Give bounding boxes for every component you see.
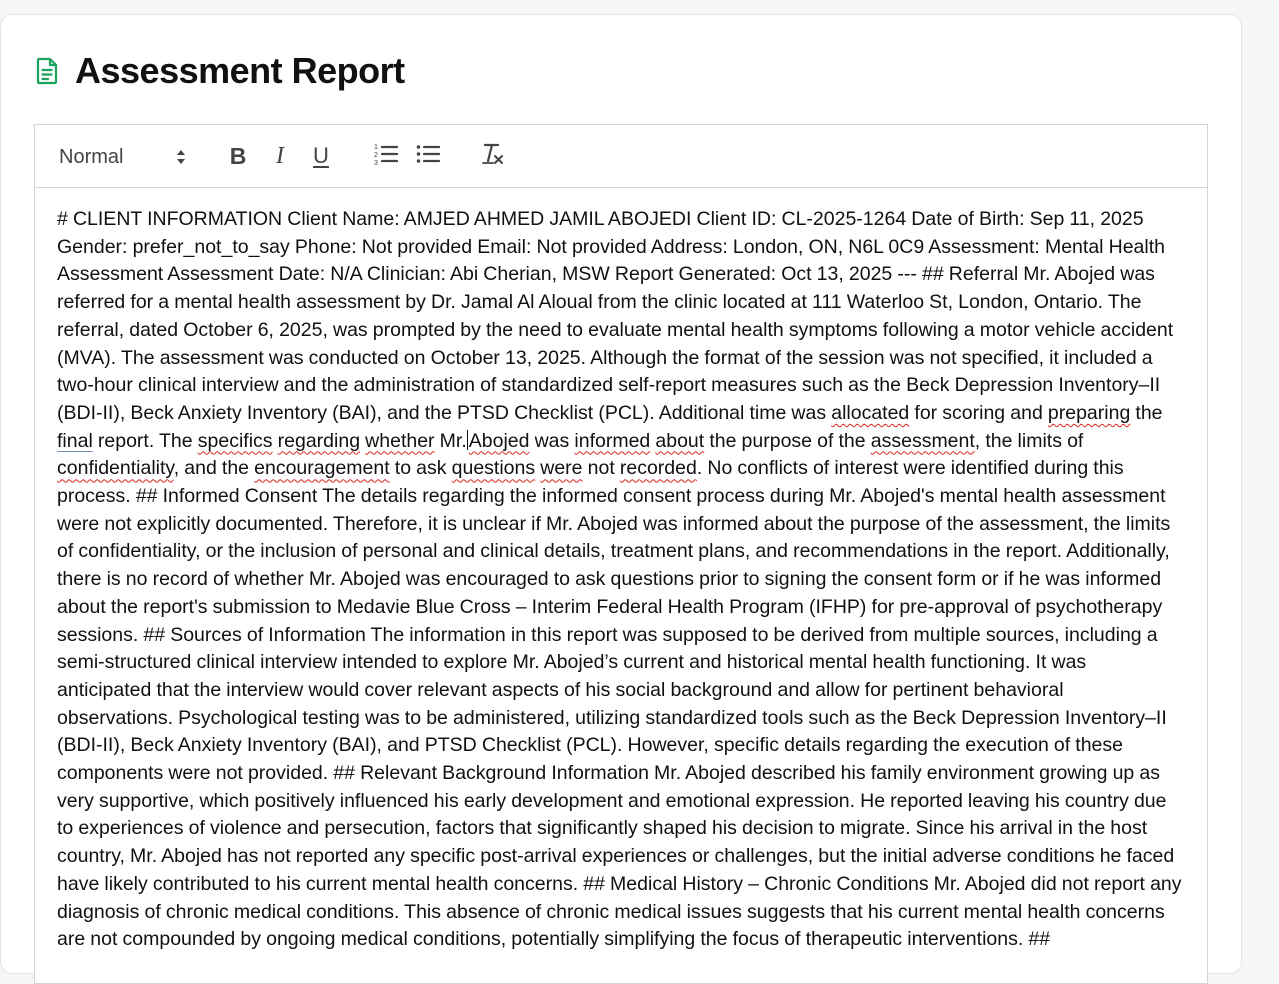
report-text: . No conflicts of interest were identified during this process. ## Informed Consent The details regarding the informed consent process during Mr. Abojed's mental health assessment were not explicitly documented. Therefore, it is unclear if Mr. Abojed was informed about the purpose of the assessment, the limits of confidentiality, or the inclusion of personal and clinical details, treatment plans, and recommendations in the report. Additionally, there is no record of whether Mr. Abojed was encouraged to ask questions prior to signing the consent form or if he was informed about the report's submission to Medavie Blue Cross – Interim Federal Health Program (IFHP) for pre-approval of psychotherapy sessions. ## Sources of Information The information in this report was supposed to be derived from multiple sources, including a semi-structured clinical interview intended to explore Mr. Abojed’s current and historical mental health functioning. It was anticipated that the interview would cover relevant aspects of his social background and allow for pertinent behavioral observations. Psychological testing was to be administered, utilizing standardized tools such as the Beck Depression Inventory–II (BDI-II), Beck Anxiety Inventory (BAI), and PTSD Checklist (PCL). However, specific details regarding the execution of these components were not provided. ## Relevant Background Information Mr. Abojed described his family environment growing up as very supportive, which positively influenced his early development and emotional expression. He reported leaving his country due to experiences of violence and persecution, factors that significantly shaped his decision to migrate. Since his arrival in the host country, Mr. Abojed has not reported any specific post-arrival experiences or challenges, but the initial adverse conditions he faced have likely contributed to his current mental health concerns. ## Medical History – Chronic Conditions Mr. Abojed did not report any diagnosis of chronic medical conditions. This absence of chronic medical issues suggests that his current mental health concerns are not compounded by ongoing medical conditions, potentially simplifying the focus of therapeutic interventions. ## [57,457,1182,951]
bullet-list-button[interactable] [414,142,442,170]
editor-toolbar [35,125,1207,188]
spellcheck-word: about [655,429,705,452]
report-text: to ask [389,457,452,480]
spellcheck-word: recorded [619,457,697,480]
bullet-list-icon [416,143,440,170]
spellcheck-word: assessment [870,429,975,452]
spellcheck-word: were [540,457,583,480]
report-text: was [529,429,575,452]
report-text: # CLIENT INFORMATION Client Name: AMJED AHMED JAMIL ABOJEDI Client ID: CL-2025-1264 Date of Birth: Sep 11, 2025 Gender: prefer_not_to_say Phone: Not provided Email: Not provided Address: London, ON, N6L 0C9 Assessment: Mental Health Assessment Assessment Date: N/A Clinician: Abi Cherian, MSW Report Generated: Oct 13, 2025 --- ## Referral Mr. Abojed was referred for a mental health assessment by Dr. Jamal Al Aloual from the clinic located at 111 Waterloo St, London, Ontario. The referral, dated October 6, 2025, was prompted by the need to evaluate mental health symptoms following a motor vehicle accident (MVA). The assessment was conducted on October 13, 2025. Although the format of the session was not specified, it included a two-hour clinical interview and the administration of standardized self-report measures such as the Beck Depression Inventory–II (BDI-II), Beck Anxiety Inventory (BAI), and the PTSD Checklist (PCL). Additional time was [57,208,1174,424]
report-text: Mr. [434,429,467,452]
svg-text:1: 1 [374,143,378,151]
spellcheck-word: preparing [1047,401,1131,424]
text-caret [467,430,468,450]
rich-text-editor [34,124,1208,984]
format-select-value: Normal [59,145,124,168]
underline-icon: U [313,143,329,168]
report-text: not [582,457,620,480]
grammar-underlined-word: final [57,429,93,452]
ordered-list-icon [374,143,398,170]
report-text: report. The [92,429,198,452]
page-title: Assessment Report [75,50,405,91]
bold-icon: B [229,142,247,169]
report-text: , the limits of [974,429,1084,452]
spellcheck-word: informed [574,429,651,452]
report-card [0,14,1242,974]
spellcheck-word: encouragement [254,457,390,480]
svg-text:2: 2 [374,151,378,159]
title-row [35,49,405,93]
spellcheck-word: allocated [831,401,910,424]
italic-icon: I [276,142,284,169]
ordered-list-button[interactable] [372,142,400,170]
italic-button[interactable] [266,142,294,170]
clear-format-button[interactable] [479,142,507,170]
report-text: the [1130,401,1163,424]
document-text-icon [35,56,61,86]
underline-button[interactable] [307,142,335,170]
report-text: the purpose of the [704,429,871,452]
spellcheck-word: Abojed [468,429,530,452]
heading-format-select[interactable] [59,143,187,171]
spellcheck-word: whether [365,429,435,452]
spellcheck-word: specifics [197,429,273,452]
select-arrows-icon [175,148,187,166]
report-text-area[interactable] [35,188,1207,954]
spellcheck-word: confidentiality [57,457,174,480]
svg-text:3: 3 [374,159,378,165]
bold-button[interactable] [224,142,252,170]
report-text: , and the [173,457,255,480]
clear-format-icon [480,141,506,172]
report-text: for scoring and [909,401,1048,424]
spellcheck-word: questions [451,457,536,480]
spellcheck-word: regarding [277,429,361,452]
